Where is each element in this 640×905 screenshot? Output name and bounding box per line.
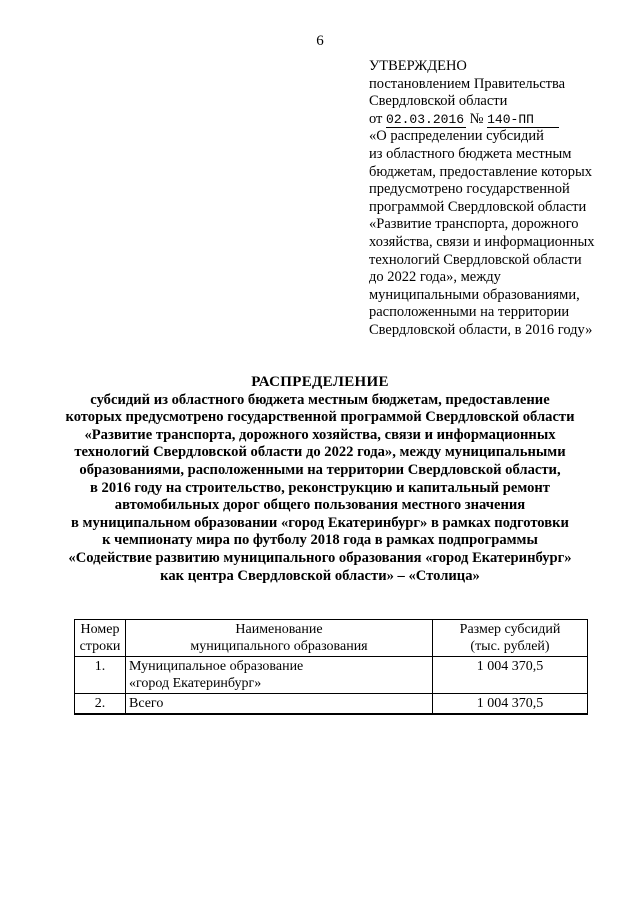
total-label-text: Всего — [129, 696, 164, 711]
approval-subject-line: муниципальными образованиями, — [369, 286, 580, 303]
header-text: (тыс. рублей) — [470, 639, 550, 654]
approval-date: 02.03.2016 — [386, 111, 465, 127]
table-header-row — [75, 620, 588, 657]
approval-subject-line: до 2022 года», между — [369, 269, 501, 286]
approval-title: УТВЕРЖДЕНО — [369, 58, 467, 74]
heading-line: образованиями, расположенными на территории Свердловской области, — [79, 461, 561, 478]
municipality-name — [126, 657, 433, 694]
approval-subject-line: «Развитие транспорта, дорожного — [369, 216, 579, 233]
approval-date-field — [386, 112, 466, 128]
date-prefix: от — [369, 110, 383, 127]
heading-line: к чемпионату мира по футболу 2018 года в рамках подпрограммы — [102, 532, 538, 549]
header-municipality — [126, 620, 433, 657]
approval-line: постановлением Правительства — [369, 75, 566, 92]
approval-subject-line: из областного бюджета местным — [369, 145, 572, 162]
table-row — [75, 657, 588, 694]
approval-block — [369, 58, 619, 340]
approval-subject-line: бюджетам, предоставление которых — [369, 163, 593, 180]
approval-number-field — [487, 112, 559, 128]
approval-subject-line: расположенными на территории — [369, 304, 570, 321]
total-label — [126, 694, 433, 715]
subsidy-amount: 1 004 370,5 — [433, 657, 588, 694]
approval-date-line — [369, 111, 619, 129]
header-text: Номер — [80, 622, 120, 637]
heading-line: в муниципальном образовании «город Екатеринбург» в рамках подготовки — [71, 514, 569, 531]
header-text: муниципального образования — [190, 639, 368, 654]
approval-subject-line: предусмотрено государственной — [369, 181, 570, 198]
heading-line: технологий Свердловской области до 2022 года», между муниципальными — [74, 444, 566, 461]
document-title: РАСПРЕДЕЛЕНИЕ — [251, 374, 389, 390]
heading-line: субсидий из областного бюджета местным бюджетам, предоставление — [90, 391, 550, 408]
page-number: 6 — [316, 33, 324, 49]
document-heading — [0, 374, 640, 585]
approval-subject-line: «О распределении субсидий — [369, 128, 544, 145]
header-amount — [433, 620, 588, 657]
header-text: Наименование — [235, 622, 323, 637]
heading-line: «Содействие развитию муниципального образования «город Екатеринбург» — [68, 549, 572, 566]
heading-line: «Развитие транспорта, дорожного хозяйства, связи и информационных — [84, 426, 556, 443]
approval-subject-line: программой Свердловской области — [369, 198, 587, 215]
subsidies-table — [74, 619, 588, 715]
table-row-total — [75, 694, 588, 715]
header-text: Размер субсидий — [459, 622, 561, 637]
total-amount: 1 004 370,5 — [433, 694, 588, 715]
approval-subject-line: хозяйства, связи и информационных — [369, 233, 595, 250]
heading-line: как центра Свердловской области» – «Столица» — [160, 567, 480, 584]
municipality-name-line: Муниципальное образование — [129, 659, 304, 674]
approval-subject-line: технологий Свердловской области — [369, 251, 582, 268]
municipality-name-line: «город Екатеринбург» — [129, 676, 262, 691]
approval-line: Свердловской области — [369, 93, 508, 110]
row-number: 2. — [75, 694, 126, 715]
header-text: строки — [79, 639, 121, 654]
heading-line: которых предусмотрено государственной программой Свердловской области — [65, 409, 575, 426]
approval-number: 140-ПП — [487, 111, 534, 127]
row-number: 1. — [75, 657, 126, 694]
heading-line: автомобильных дорог общего пользования местного значения — [114, 497, 526, 514]
number-sign: № — [469, 110, 484, 127]
approval-subject-line: Свердловской области, в 2016 году» — [369, 321, 593, 338]
heading-line: в 2016 году на строительство, реконструкцию и капитальный ремонт — [90, 479, 550, 496]
header-row-number — [75, 620, 126, 657]
